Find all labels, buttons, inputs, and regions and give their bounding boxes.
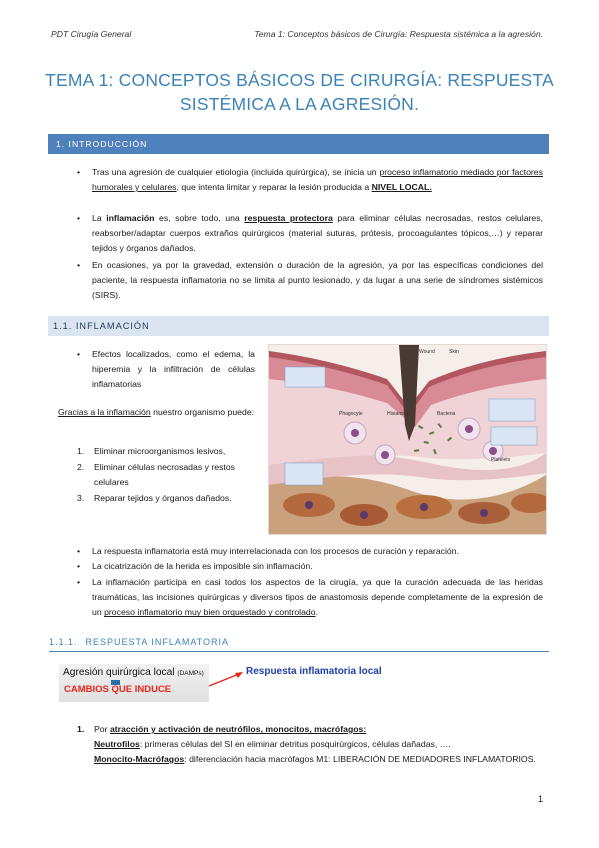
damps-text: (DAMPs) (177, 670, 204, 677)
underlined-bold-text: atracción y activación de neutrófilos, monocitos, macrófagos: (109, 724, 367, 734)
list-item (77, 444, 264, 459)
bullet-icon: • (77, 260, 81, 270)
title-line-1: TEMA 1: CONCEPTOS BÁSICOS DE CIRURGÍA: RESPUESTA (45, 70, 554, 90)
text: es, sobre todo, una (154, 213, 245, 223)
gracias-paragraph (58, 405, 258, 420)
underlined-bold-text: respuesta protectora (244, 213, 333, 223)
neutrofilos-label: Neutrofilos (94, 739, 140, 749)
text: La inflamación participa en casi todos los aspectos de la cirugía, ya que la curación adecuada de las heridas traumáticas, las incisiones quirúrgicas y diversos tipos de anastomosis depende completamente de la expresión de un (92, 577, 543, 618)
heading-number: 1.1.1. (49, 637, 78, 647)
text: nuestro organismo puede: (150, 407, 255, 417)
respuesta-local-diagram (59, 664, 389, 704)
more-bullet-2 (77, 559, 543, 574)
text: para eliminar células necrosadas, restos celulares, reabsorber/adaptar cuerpos extraños quirúrgicos (material suturas, prótesis, procoagulantes tópicos,…) y reparar tejidos y órganos dañados. (92, 213, 544, 254)
list-item (77, 460, 264, 490)
bold-text: inflamación (106, 213, 155, 223)
bullet-icon: • (77, 349, 81, 359)
text: La cicatrización de la herida es imposible sin inflamación. (92, 561, 313, 571)
inflammation-illustration (268, 344, 547, 535)
heading-label: RESPUESTA INFLAMATORIA (85, 637, 230, 647)
more-bullet-3 (77, 575, 543, 621)
item-text: Reparar tejidos y órganos dañados. (94, 493, 232, 503)
figure-label-platelets: Platelets (491, 457, 511, 463)
point-1 (77, 722, 544, 737)
bullet-icon: • (77, 213, 81, 223)
text: : primeras células del SI en eliminar detritus posquirúrgicos, células dañadas, …. (139, 739, 451, 749)
bullet-icon: • (77, 561, 81, 571)
bullet-icon: • (77, 546, 81, 556)
text: En ocasiones, ya por la gravedad, extensión o duración de la agresión, ya por las específicas condiciones del paciente, la respuesta inflamatoria no se limita al punto lesionado, y da lugar a una serie de síndromes sistémicos (SIRS). (92, 260, 543, 301)
underlined-bold-text: NIVEL LOCAL. (371, 182, 432, 193)
subsection-heading-inflamacion: 1.1. INFLAMACIÓN (48, 316, 549, 336)
underlined-text: proceso inflamatorio muy bien orquestado y controlado (104, 607, 316, 618)
figure-label-phagocyte: Phagocyte (339, 411, 363, 417)
item-number: 1. (77, 724, 85, 734)
item-number: 3. (77, 493, 85, 503)
text: : diferenciación hacia macrófagos M1: LIBERACIÓN DE MEDIADORES INFLAMATORIOS. (184, 754, 536, 764)
text: Efectos localizados, como el edema, la hiperemia y la infiltración de células inflamatorias (92, 349, 255, 390)
text: . (315, 607, 319, 618)
underlined-text: proceso inflamatorio mediado por factores humorales y celulares (92, 167, 543, 193)
figure-label-bacteria: Bacteria (437, 411, 456, 417)
header-left: PDT Cirugía General (51, 29, 132, 39)
monocito-line (94, 752, 544, 767)
text: , que intenta limitar y reparar la lesión producida a (176, 182, 372, 193)
bullet-icon: • (77, 167, 81, 177)
intro-bullet-1 (77, 165, 543, 195)
figure-label-skin: Skin (449, 349, 459, 355)
bullet-icon: • (77, 577, 81, 587)
text: La (92, 213, 107, 223)
item-number: 1. (77, 446, 85, 456)
figure-label-wound: Wound (419, 349, 435, 355)
section-heading-introduccion: 1. INTRODUCCIÓN (48, 134, 549, 154)
figure-label-histamine: Histamine (387, 411, 410, 417)
list-item (77, 491, 264, 506)
underlined-text: Gracias a la inflamación (58, 407, 151, 417)
intro-bullet-2 (77, 211, 544, 257)
item-text: Eliminar microorganismos lesivos, (94, 446, 226, 456)
title-line-2: SISTÉMICA A LA AGRESIÓN. (179, 94, 420, 114)
item-number: 2. (77, 462, 85, 472)
item-text: Eliminar células necrosadas y restos celulares (94, 462, 235, 488)
more-bullet-1 (77, 544, 543, 559)
intro-bullet-3 (77, 258, 543, 304)
neutrofilos-line (94, 737, 544, 752)
document-title (40, 68, 559, 116)
header-right: Tema 1: Conceptos básicos de Cirurgía: Respuesta sistémica a la agresión. (254, 29, 543, 39)
inflam-bullet (77, 347, 255, 393)
monocito-label: Monocito-Macrófagos (94, 754, 185, 764)
agresion-text: Agresión quirúrgica local (63, 667, 175, 678)
text: Tras una agresión de cualquier etiología (incluida quirúrgica), se inicia un (92, 167, 380, 177)
text: La respuesta inflamatoria está muy interrelacionada con los procesos de curación y reparación. (92, 546, 460, 556)
subsubsection-heading-respuesta-inflamatoria (49, 637, 549, 652)
respuesta-label: Respuesta inflamatoria local (246, 666, 382, 677)
text: Por (94, 724, 110, 734)
cambios-label: CAMBIOS QUE INDUCE (64, 684, 172, 695)
page-number: 1 (537, 794, 543, 804)
